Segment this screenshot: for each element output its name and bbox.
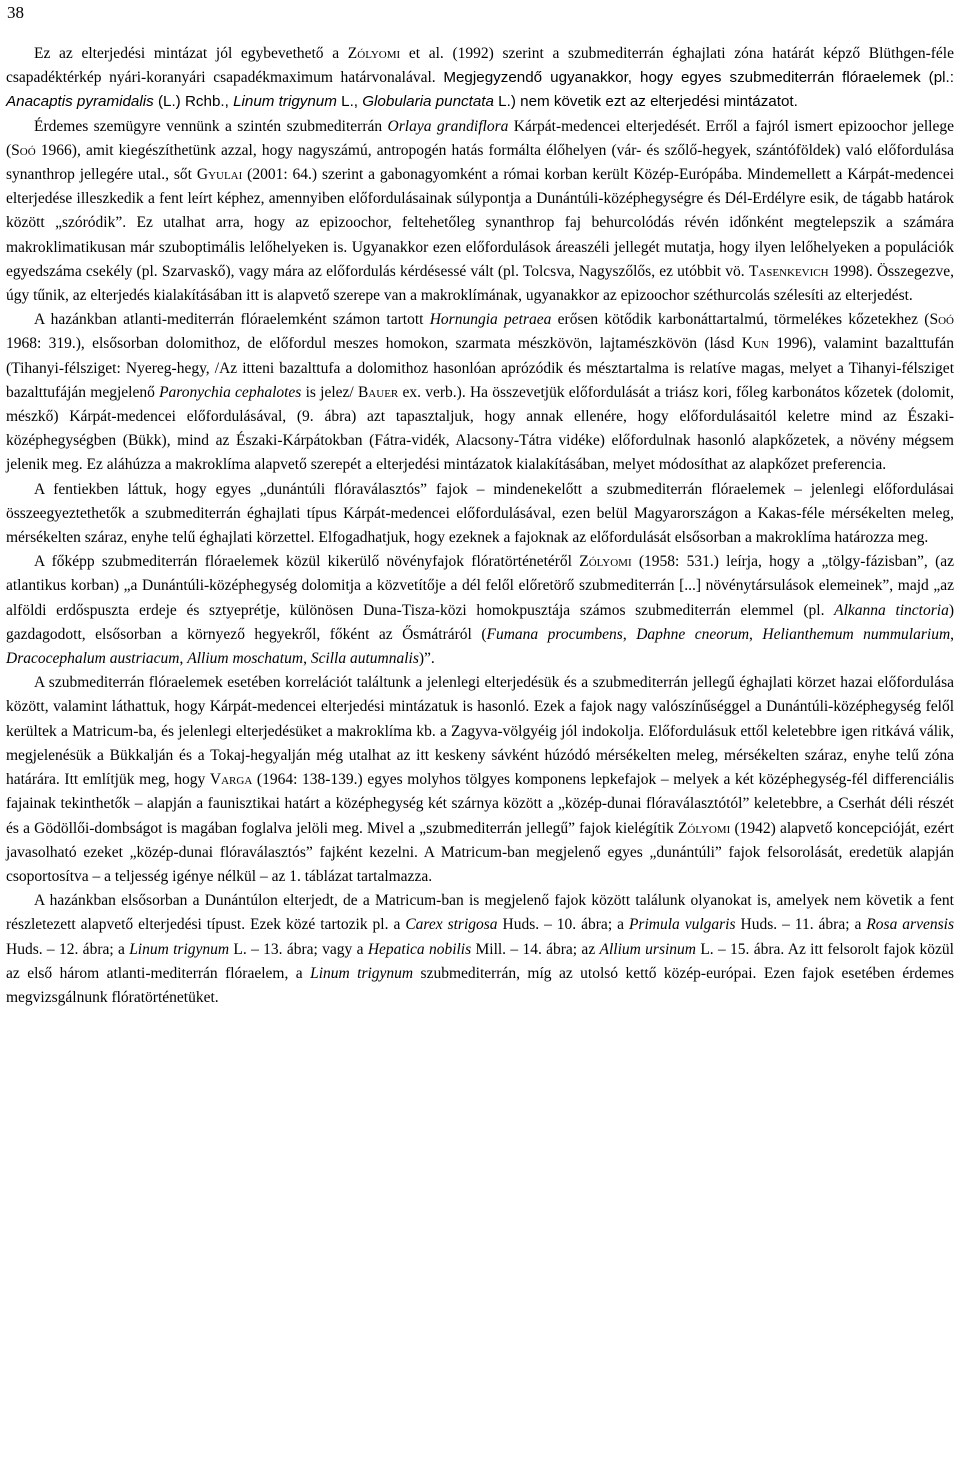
text-run: ex. verb.). Ha összevetjük előfordulását a triász kori, főleg karbonátos kőzetek (dolomit, mészkő) Kárpát-medencei előfordulásával, (9. ábra) azt tapasztaljuk, hogy annak ellenére, hogy előfordulásaitól keletre mind az Északi-középhegységben (Bükk), mind az Északi-Kárpátokban (Fátra-vidék, Alacsony-Tátra vidéke) előfordulnak hasonló alapkőzetek, a növény mégsem jelenik meg. Ez aláhúzza a makroklíma alapvető szerepét a elterjedési mintázatok kialakításában, melyet módosíthat az alapkőzet preferencia. <box>6 383 954 474</box>
text-run: A hazánkban elsősorban a Dunántúlon elterjedt, de a Matricum-ban is megjelenő fajok között találunk olyanokat is, amelyek nem követik a fent részletezett alapvető elterjedési típust. Ezek közé tartozik pl. a <box>6 892 954 934</box>
text-run: )”. <box>418 650 435 668</box>
text-run: , <box>622 625 637 643</box>
author-name: Tasenkevich <box>748 262 829 280</box>
species-name: Allium moschatum <box>187 650 304 668</box>
species-name: Hepatica nobilis <box>367 940 472 958</box>
author-name: Zólyomi <box>347 45 401 62</box>
author-name: Soó <box>11 141 36 159</box>
species-name: Primula vulgaris <box>628 916 736 934</box>
species-name: Daphne cneorum <box>636 625 750 643</box>
species-name: Alkanna tinctoria <box>834 601 949 619</box>
species-name: Helianthemum nummularium <box>762 625 951 643</box>
species-name: Orlaya grandiflora <box>387 117 509 135</box>
species-name: Dracocephalum austriacum <box>6 650 180 668</box>
text-run: A fentiekben láttuk, hogy egyes „dunántúli flóraválasztós” fajok – mindenekelőtt a szubmediterrán flóraelemek – jelenlegi előfordulásai összeegyeztethetők a szubmediterrán éghajlati típus Kárpát-medencei előfordulásával, ezen belül Magyarországon a Kakas-féle mérsékelten meleg, mérsékelten száraz, enyhe telű éghajlati körzettel. Elfogadhatjuk, hogy ezeknek a fajoknak az előfordulását elsősorban a makroklíma határozza meg. <box>6 480 954 547</box>
text-run: Kárpát-medencei elterjedését. Erről a fajról ismert epizoochor jellege ( <box>6 117 954 159</box>
text-run: 1998). Összegezve, úgy tűnik, az elterjedés kialakításában itt is alapvető szerepe van a makroklímának, ugyanakkor az epizoochor széthurcolás szélesíti az elterjedést. <box>6 262 954 305</box>
author-name: Kun <box>741 335 769 353</box>
text-run: , <box>179 650 188 668</box>
text-run: et al. (1992) szerint a szubmediterrán éghajlati zóna határát képző Blüthgen-féle csapadéktérkép nyári-koranyári csapadékmaximum határvonalával. <box>6 45 954 87</box>
author-name: Gyulai <box>196 166 243 184</box>
paragraph-p3 <box>6 308 954 477</box>
text-run: Érdemes szemügyre vennünk a szintén szubmediterrán <box>34 117 388 135</box>
species-name: Linum trigynum <box>310 964 414 982</box>
text-run: , <box>303 650 311 668</box>
paragraph-p2 <box>6 115 954 309</box>
text-run: L.) nem követik ezt az elterjedési mintázatot. <box>493 93 798 111</box>
species-name: Scilla autumnalis <box>310 650 419 668</box>
text-run: L. – 13. ábra; vagy a <box>229 940 368 958</box>
author-name: Zólyomi <box>579 553 632 571</box>
text-run: ) gazdagodott, elsősorban a környező hegyekről, főként az Ősmátráról ( <box>6 601 954 643</box>
text-run: Mill. – 14. ábra; az <box>471 940 600 958</box>
paragraph-p7 <box>6 889 954 1010</box>
text-run: (1964: 138-139.) egyes molyhos tölgyes komponens lepkefajok – melyek a két középhegység-fél differenciális fajainak tekinthetők – alapján a faunisztikai határt a középhegység két szárnya között a „közép-dunai flóraválasztótól” keletebbre, a Cserhát déli részét és a Gödöllői-dombságot is magában foglalva jelöli meg. Mivel a „szubmediterrán jellegű” fajok kielégítik <box>6 771 954 837</box>
text-run: 1996), valamint bazalttufán (Tihanyi-félsziget: Nyereg-hegy, /Az itteni bazalttufa a dolomithoz hasonlóan aprózódik és mésztartalma is relatíve magas, melyet a Tihanyi-félsziget bazalttufáján megjelenő <box>6 335 954 401</box>
text-run: is jelez/ <box>301 383 358 401</box>
paragraph-p6 <box>6 671 954 889</box>
text-run: A hazánkban atlanti-mediterrán flóraelemként számon tartott <box>34 311 430 329</box>
text-run: Megjegyzendő ugyanakkor, hogy egyes szubmediterrán flóraelemek (pl.: <box>443 69 954 87</box>
text-run: A szubmediterrán flóraelemek esetében korrelációt találtunk a jelenlegi elterjedésük és a szubmediterrán jellegű éghajlati körzet hazai előfordulása között, valamint láthattuk, hogy Kárpát-medencei elterjedési mintázatuk is hasonló. Ezek a fajok nagy valószínűséggel a Dunántúli-középhegység felől kerültek a Matricum-ba, és jelenlegi elterjedésüket a makroklíma kb. a Zagyva-völgyéig jól indokolja. Előfordulásuk ettől keletebbre igen ritkává válik, megjelenésük a Bükkalján és a Tokaj-hegyalján még utalhat az itt keskeny sávként húzódó mérsékelten meleg, mérsékelten száraz, enyhe telű zóna határára. Itt említjük meg, hogy <box>6 674 954 789</box>
species-name: Globularia punctata <box>362 93 494 111</box>
text-run: 1968: 319.), elsősorban dolomithoz, de előfordul meszes homokon, szarmata mészkövön, lajtamészkövön (lásd <box>6 335 742 353</box>
page-number: 38 <box>7 3 24 22</box>
text-run: (L.) Rchb., <box>153 93 234 111</box>
text-run: (2001: 64.) szerint a gabonagyomként a római korban került Közép-Európába. Mindemellett a Kárpát-medencei elterjedése illeszkedik a fent leírt képhez, amennyiben előfordulásainak súlypontja a Dunántúli-középhegységre és Dél-Erdélyre esik, de tágabb határok között „szóródik”. Ez utalhat arra, hogy az epizoochor, feltehetőleg synanthrop faj behurcolódás révén időnként megtelepszik a számára makroklimatikusan már szuboptimális lelőhelyeken is. Ugyanakkor ezen előfordulások áreaszéli jellegét mutatja, hogy ilyen lelőhelyeken a populációk egyedszáma csekély (pl. Szarvaskő), vagy mára az előfordulás kérdésessé vált (pl. Tolcsva, Nagyszőlős, ez utóbbit vö. <box>6 166 955 280</box>
text-run: Huds. – 10. ábra; a <box>497 916 629 934</box>
species-name: Allium ursinum <box>599 940 696 958</box>
species-name: Linum trigynum <box>129 940 230 958</box>
author-name: Bauer <box>357 383 399 401</box>
text-run: Huds. – 11. ábra; a <box>735 916 867 934</box>
species-name: Anacaptis pyramidalis <box>6 93 154 111</box>
text-run: (1958: 531.) leírja, hogy a „tölgy-fázisban”, (az atlantikus korban) „a Dunántúli-középhegység dolomitja a közvetítője a dél felől előretörő szubmediterrán [...] növénytársulások elemeinek”, majd „az alföldi erdőspuszta erdeje és sztyeprétje, különösen Duna-Tisza-közi homokpusztája számos szubmediterrán elemmel (pl. <box>6 553 954 619</box>
text-run: Huds. – 12. ábra; a <box>6 940 130 958</box>
species-name: Paronychia cephalotes <box>159 383 302 401</box>
species-name: Carex strigosa <box>405 916 498 934</box>
text-run: , <box>749 625 763 643</box>
article-body <box>6 42 954 1010</box>
paragraph-p1 <box>6 42 954 115</box>
author-name: Varga <box>209 771 253 789</box>
paragraph-p4 <box>6 478 954 551</box>
author-name: Soó <box>929 311 954 329</box>
species-name: Linum trigynum <box>233 93 337 111</box>
text-run: 1966), amit kiegészíthetünk azzal, hogy nagyszámú, antropogén hatás formálta élőhelyen (vár- és szőlő-hegyek, szántóföldek) való előfordulása synanthrop jellegére utal., sőt <box>6 141 954 184</box>
text-run: erősen kötődik karbonáttartalmú, törmelékes kőzetekhez ( <box>551 311 930 329</box>
text-run: (1942) alapvető koncepcióját, ezért javasolható ezeket „közép-dunai flóraválasztós” fajként kezelni. A Matricum-ban megjelenő egyes „dunántúli” fajok felsorolását, eredetük alapján csoportosítva – a teljesség igénye nélkül – az 1. táblázat tartalmazza. <box>6 819 954 885</box>
text-run: A főképp szubmediterrán flóraelemek közül kikerülő növényfajok flóratörténetéről <box>34 553 580 571</box>
author-name: Zólyomi <box>677 819 731 837</box>
species-name: Fumana procumbens <box>486 625 623 643</box>
text-run: Ez az elterjedési mintázat jól egybevethető a <box>34 45 348 62</box>
paragraph-p5 <box>6 550 954 671</box>
text-run: szubmediterrán, míg az utolsó kettő közép-európai. Ezen fajok esetében érdemes megvizsgálnunk flóratörténetüket. <box>6 964 954 1006</box>
species-name: Rosa arvensis <box>866 916 954 934</box>
species-name: Hornungia petraea <box>429 311 552 329</box>
text-run: L., <box>336 93 363 111</box>
text-run: , <box>950 625 955 643</box>
text-run: L. – 15. ábra. Az itt felsorolt fajok közül az első három atlanti-mediterrán flóraelem, a <box>6 940 954 982</box>
